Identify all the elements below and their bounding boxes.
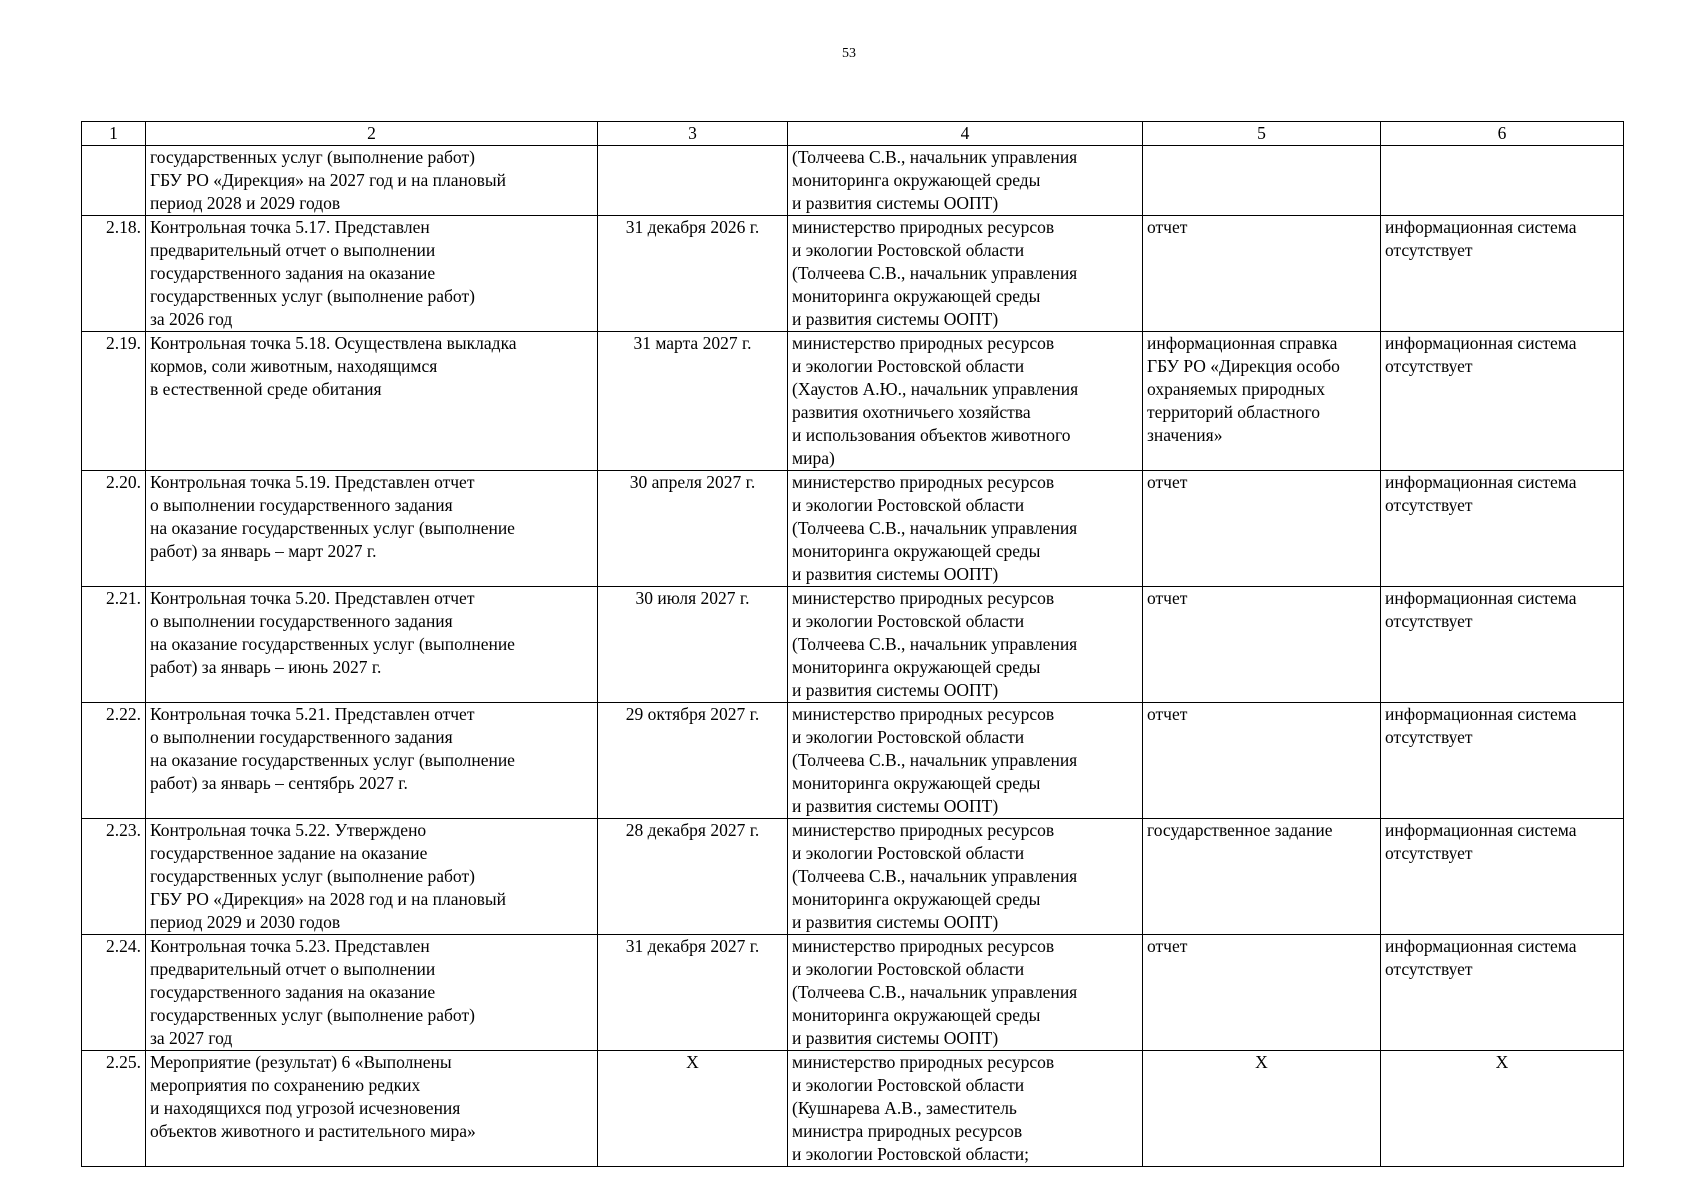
info-system-cell-line: информационная система [1385,588,1577,608]
responsible-cell [788,146,1143,216]
info-system-cell [1381,587,1624,703]
column-header: 5 [1143,122,1381,146]
table-row [82,819,1624,935]
event-cell-line: Контрольная точка 5.19. Представлен отчет [150,472,475,492]
info-system-cell-line: отсутствует [1385,495,1473,515]
document-cell [1143,146,1381,216]
column-header: 4 [788,122,1143,146]
event-cell-line: государственного задания на оказание [150,263,436,283]
event-cell-line: период 2028 и 2029 годов [150,193,341,213]
responsible-cell-line: мониторинга окружающей среды [792,541,1041,561]
document-cell-line: отчет [1147,472,1188,492]
document-cell-line: ГБУ РО «Дирекция особо [1147,356,1340,376]
event-cell-line: объектов животного и растительного мира» [150,1121,476,1141]
event-cell [146,216,598,332]
responsible-cell-line: (Кушнарева А.В., заместитель [792,1098,1017,1118]
row-number-cell: 2.20. [82,471,146,587]
responsible-cell-line: развития охотничьего хозяйства [792,402,1031,422]
column-header: 1 [82,122,146,146]
column-header: 2 [146,122,598,146]
info-system-cell-line: информационная система [1385,704,1577,724]
responsible-cell-line: мониторинга окружающей среды [792,657,1041,677]
document-cell [1143,332,1381,471]
table-row [82,216,1624,332]
event-cell-line: о выполнении государственного задания [150,727,453,747]
header-row [82,122,1624,146]
event-cell-line: предварительный отчет о выполнении [150,240,436,260]
event-cell-line: ГБУ РО «Дирекция» на 2027 год и на плановый [150,170,507,190]
deadline-cell: 30 апреля 2027 г. [598,471,788,587]
responsible-cell-line: министра природных ресурсов [792,1121,1023,1141]
event-cell-line: на оказание государственных услуг (выполнение [150,634,515,654]
event-cell-line: кормов, соли животным, находящимся [150,356,438,376]
event-cell-line: государственных услуг (выполнение работ) [150,1005,475,1025]
table-row [82,146,1624,216]
event-cell-line: Контрольная точка 5.20. Представлен отчет [150,588,475,608]
responsible-cell [788,935,1143,1051]
info-system-cell [1381,935,1624,1051]
event-cell-line: государственных услуг (выполнение работ) [150,286,475,306]
row-number-cell: 2.23. [82,819,146,935]
responsible-cell-line: министерство природных ресурсов [792,588,1055,608]
responsible-cell-line: мониторинга окружающей среды [792,286,1041,306]
info-system-cell [1381,471,1624,587]
responsible-cell-line: (Толчеева С.В., начальник управления [792,634,1078,654]
row-number-cell: 2.22. [82,703,146,819]
responsible-cell-line: и развития системы ООПТ) [792,193,999,213]
responsible-cell-line: мониторинга окружающей среды [792,773,1041,793]
event-cell-line: Мероприятие (результат) 6 «Выполнены [150,1052,452,1072]
event-cell-line: и находящихся под угрозой исчезновения [150,1098,461,1118]
table-row [82,703,1624,819]
info-system-cell-line: информационная система [1385,333,1577,353]
table-row [82,935,1624,1051]
responsible-cell-line: и экологии Ростовской области [792,356,1025,376]
responsible-cell-line: мониторинга окружающей среды [792,1005,1041,1025]
responsible-cell-line: министерство природных ресурсов [792,820,1055,840]
plan-table-body [82,146,1624,1167]
event-cell [146,587,598,703]
responsible-cell-line: и экологии Ростовской области; [792,1144,1029,1164]
info-system-cell [1381,216,1624,332]
responsible-cell-line: и использования объектов животного [792,425,1071,445]
info-system-cell-line: X [1495,1052,1509,1072]
info-system-cell [1381,819,1624,935]
responsible-cell [788,1051,1143,1167]
responsible-cell-line: (Толчеева С.В., начальник управления [792,866,1078,886]
info-system-cell [1381,332,1624,471]
row-number-cell: 2.19. [82,332,146,471]
event-cell-line: предварительный отчет о выполнении [150,959,436,979]
info-system-cell-line: отсутствует [1385,959,1473,979]
event-cell [146,471,598,587]
event-cell-line: работ) за январь – июнь 2027 г. [150,657,382,677]
responsible-cell-line: и развития системы ООПТ) [792,1028,999,1048]
event-cell-line: работ) за январь – сентябрь 2027 г. [150,773,408,793]
event-cell-line: Контрольная точка 5.23. Представлен [150,936,430,956]
responsible-cell-line: и экологии Ростовской области [792,495,1025,515]
info-system-cell [1381,146,1624,216]
event-cell-line: Контрольная точка 5.22. Утверждено [150,820,427,840]
event-cell-line: в естественной среде обитания [150,379,382,399]
responsible-cell-line: (Толчеева С.В., начальник управления [792,750,1078,770]
event-cell-line: на оказание государственных услуг (выполнение [150,518,515,538]
deadline-cell: 28 декабря 2027 г. [598,819,788,935]
plan-table [81,121,1624,1167]
event-cell-line: Контрольная точка 5.18. Осуществлена выкладка [150,333,517,353]
event-cell-line: ГБУ РО «Дирекция» на 2028 год и на плановый [150,889,507,909]
responsible-cell [788,819,1143,935]
info-system-cell-line: отсутствует [1385,356,1473,376]
responsible-cell-line: и экологии Ростовской области [792,959,1025,979]
responsible-cell-line: (Толчеева С.В., начальник управления [792,518,1078,538]
document-cell [1143,1051,1381,1167]
responsible-cell [788,703,1143,819]
row-number-cell: 2.18. [82,216,146,332]
event-cell-line: за 2026 год [150,309,233,329]
event-cell [146,819,598,935]
event-cell [146,146,598,216]
deadline-cell: X [598,1051,788,1167]
event-cell [146,1051,598,1167]
document-cell [1143,703,1381,819]
responsible-cell-line: и развития системы ООПТ) [792,309,999,329]
table-row [82,1051,1624,1167]
responsible-cell [788,216,1143,332]
info-system-cell-line: информационная система [1385,820,1577,840]
row-number-cell [82,146,146,216]
page-number: 53 [842,46,856,61]
deadline-cell: 30 июля 2027 г. [598,587,788,703]
info-system-cell-line: отсутствует [1385,727,1473,747]
info-system-cell [1381,1051,1624,1167]
document-cell [1143,587,1381,703]
responsible-cell-line: (Толчеева С.В., начальник управления [792,147,1078,167]
event-cell-line: работ) за январь – март 2027 г. [150,541,377,561]
event-cell-line: государственного задания на оказание [150,982,436,1002]
table-row [82,471,1624,587]
responsible-cell-line: мониторинга окружающей среды [792,170,1041,190]
info-system-cell-line: отсутствует [1385,611,1473,631]
deadline-cell: 31 декабря 2027 г. [598,935,788,1051]
info-system-cell-line: информационная система [1385,472,1577,492]
document-cell [1143,819,1381,935]
responsible-cell-line: и экологии Ростовской области [792,727,1025,747]
event-cell-line: период 2029 и 2030 годов [150,912,341,932]
responsible-cell-line: (Толчеева С.В., начальник управления [792,982,1078,1002]
responsible-cell-line: министерство природных ресурсов [792,333,1055,353]
responsible-cell [788,471,1143,587]
event-cell [146,935,598,1051]
event-cell-line: мероприятия по сохранению редких [150,1075,421,1095]
responsible-cell-line: и развития системы ООПТ) [792,564,999,584]
info-system-cell-line: информационная система [1385,936,1577,956]
deadline-cell: 29 октября 2027 г. [598,703,788,819]
responsible-cell-line: мира) [792,448,835,468]
table-row [82,332,1624,471]
responsible-cell-line: министерство природных ресурсов [792,217,1055,237]
responsible-cell-line: и экологии Ростовской области [792,611,1025,631]
info-system-cell-line: отсутствует [1385,240,1473,260]
event-cell-line: государственное задание на оказание [150,843,428,863]
event-cell-line: за 2027 год [150,1028,233,1048]
document-cell-line: отчет [1147,588,1188,608]
deadline-cell: 31 декабря 2026 г. [598,216,788,332]
row-number-cell: 2.25. [82,1051,146,1167]
document-cell-line: информационная справка [1147,333,1338,353]
responsible-cell-line: министерство природных ресурсов [792,1052,1055,1072]
responsible-cell-line: и развития системы ООПТ) [792,912,999,932]
event-cell-line: государственных услуг (выполнение работ) [150,866,475,886]
event-cell [146,703,598,819]
responsible-cell-line: и экологии Ростовской области [792,843,1025,863]
document-cell-line: территорий областного [1147,402,1321,422]
column-header: 6 [1381,122,1624,146]
event-cell [146,332,598,471]
document-cell-line: охраняемых природных [1147,379,1325,399]
responsible-cell-line: министерство природных ресурсов [792,472,1055,492]
responsible-cell-line: и развития системы ООПТ) [792,680,999,700]
document-cell [1143,471,1381,587]
responsible-cell-line: (Хаустов А.Ю., начальник управления [792,379,1079,399]
info-system-cell [1381,703,1624,819]
info-system-cell-line: отсутствует [1385,843,1473,863]
document-cell-line: значения» [1147,425,1223,445]
document-cell [1143,216,1381,332]
deadline-cell [598,146,788,216]
deadline-cell: 31 марта 2027 г. [598,332,788,471]
document-cell-line: отчет [1147,936,1188,956]
event-cell-line: Контрольная точка 5.21. Представлен отчет [150,704,475,724]
responsible-cell-line: и экологии Ростовской области [792,1075,1025,1095]
document-cell-line: X [1255,1052,1268,1072]
responsible-cell-line: министерство природных ресурсов [792,704,1055,724]
column-header: 3 [598,122,788,146]
row-number-cell: 2.24. [82,935,146,1051]
table-row [82,587,1624,703]
document-cell-line: отчет [1147,704,1188,724]
event-cell-line: на оказание государственных услуг (выполнение [150,750,515,770]
event-cell-line: Контрольная точка 5.17. Представлен [150,217,430,237]
event-cell-line: государственных услуг (выполнение работ) [150,147,475,167]
responsible-cell-line: и экологии Ростовской области [792,240,1025,260]
responsible-cell [788,587,1143,703]
responsible-cell [788,332,1143,471]
document-cell [1143,935,1381,1051]
document-cell-line: отчет [1147,217,1188,237]
responsible-cell-line: и развития системы ООПТ) [792,796,999,816]
event-cell-line: о выполнении государственного задания [150,611,453,631]
responsible-cell-line: (Толчеева С.В., начальник управления [792,263,1078,283]
document-cell-line: государственное задание [1147,820,1333,840]
row-number-cell: 2.21. [82,587,146,703]
responsible-cell-line: мониторинга окружающей среды [792,889,1041,909]
event-cell-line: о выполнении государственного задания [150,495,453,515]
info-system-cell-line: информационная система [1385,217,1577,237]
responsible-cell-line: министерство природных ресурсов [792,936,1055,956]
